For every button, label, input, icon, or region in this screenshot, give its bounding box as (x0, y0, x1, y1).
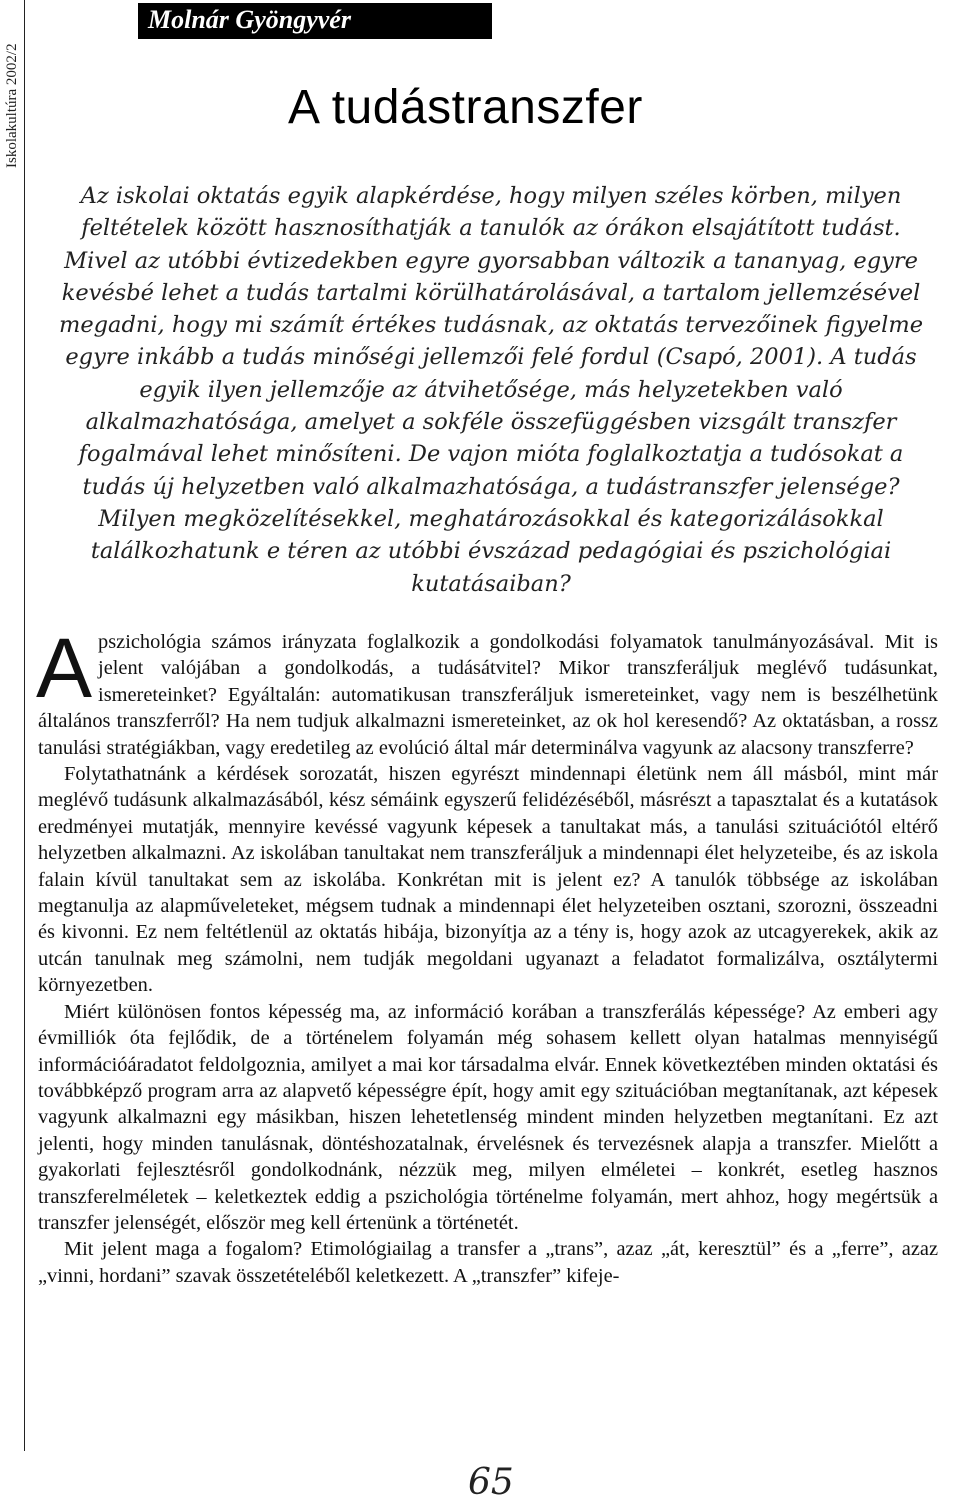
journal-side-label (0, 0, 22, 180)
side-rule (24, 0, 25, 1451)
journal-label-text: Iskolakultúra 2002/2 (4, 43, 20, 168)
page-number: 65 (468, 1462, 514, 1503)
body-paragraph-1-text: pszichológia számos irányzata foglalkozik a gondolkodási folyamatok tanulmányozásával. Mit is jelent valójában a gondolkodás, a tudásátvitel? Mikor transzferáljuk meglévő tudásunkat, ismereteinket? Egyáltalán: automatikusan transzferáljuk ismereteinket, vagy nem is beszélhetünk általános transzferről? Ha nem tudjuk alkalmazni ismereteinket, az ok hol keresendő? Az oktatásban, a rossz tanulási stratégiákban, vagy eredetileg az evolúció által már determinálva vagyunk az alacsony transzferre? (38, 631, 938, 759)
author-name: Molnár Gyöngyvér (148, 5, 351, 34)
body-paragraph-2: Folytathatnánk a kérdések sorozatát, hiszen egyrészt mindennapi életünk nem áll másból, mint már meglévő tudásunk alkalmazásából, kész sémáink egyszerű felidézéséből, másrészt a tapasztalat és a kutatások eredményei mutatják, mennyire kevéssé vagyunk képesek a tanultakat más, a tanulási szituációtól eltérő helyzetben alkalmazni. Az iskolában tanultakat nem transzferáljuk a mindennapi élet helyzeteibe, és az iskola falain kívül tanultakat sem az iskolába. Konkrétan mit is jelent ez? A tanulók többsége az iskolában megtanulja az alapműveleteket, mégsem tudnak a mindennapi élet helyzeteiben osztani, szorozni, összeadni és kivonni. Ez nem feltétlenül az oktatás hibája, bizonyítja az a tény is, hogy azok az utcagyerekek, akik az utcán tanulnak meg számolni, nem tudják megoldani ugyanazt a feladatot formalizálva, osztálytermi környezetben. (38, 763, 938, 997)
author-bar (138, 3, 492, 39)
body-paragraph-4: Mit jelent maga a fogalom? Etimológiailag a transfer a „trans”, azaz „át, keresztül” és a „ferre”, azaz „vinni, hordani” szavak összetételéből keletkezett. A „transzfer” kifeje- (38, 1238, 938, 1287)
drop-cap: A (36, 621, 93, 715)
body-paragraph-3: Miért különösen fontos képesség ma, az információ korában a transzferálás képessége? Az emberi agy évmilliók óta fejlődik, de a történelem folyamán még sohasem kellett olyan hatalmas mennyiségű információáradatot feldolgoznia, amilyet a mai kor társadalma elvár. Ennek következtében minden oktatási és továbbképző program arra az alapvető képességre épít, hogy amit egy szituációban megtanítanak, azt képesek vagyunk alkalmazni egy másikban, hiszen lehetetlenség mindent minden helyzetben megtanítani. Ez azt jelenti, hogy minden tanulásnak, döntéshozatalnak, érvelésnek és tervezésnek alapja a transzfer. Mielőtt a gyakorlati fejlesztésről gondolkodnánk, nézzük meg, milyen elméletei – konkrét, esetleg hasznos transzferelméletek – keletkeztek eddig a pszichológia történelme folyamán, mert ahhoz, hogy megértsük a transzfer jelenségét, először meg kell értenünk a történetét. (38, 1000, 938, 1234)
article-title: A tudástranszfer (288, 81, 643, 134)
abstract-text: Az iskolai oktatás egyik alapkérdése, hogy milyen széles körben, milyen feltételek között hasznosíthatják a tanulók az órákon elsajátított tudást. Mivel az utóbbi évtizedekben egyre gyorsabban változik a tananyag, egyre kevésbé lehet a tudás tartalmi körülhatárolásával, a tartalom jellemzésével megadni, hogy mi számít értékes tudásnak, az oktatás tervezőinek figyelme egyre inkább a tudás minőségi jellemzői felé fordul (Csapó, 2001). A tudás egyik ilyen jellemzője az átvihetősége, más helyzetekben való alkalmazhatósága, amelyet a sokféle összefüggésben vizsgált transzfer fogalmával lehet minősíteni. De vajon mióta foglalkoztatja a tudósokat a tudás új helyzetben való alkalmazhatósága, a tudástranszfer jelensége? Milyen megközelítésekkel, meghatározásokkal és kategorizálásokkal találkozhatunk e téren az utóbbi évszázad pedagógiai és pszichológiai kutatásaiban? (58, 183, 924, 597)
article-body (36, 621, 938, 1289)
body-paragraph-1 (36, 621, 938, 761)
abstract (46, 180, 936, 600)
